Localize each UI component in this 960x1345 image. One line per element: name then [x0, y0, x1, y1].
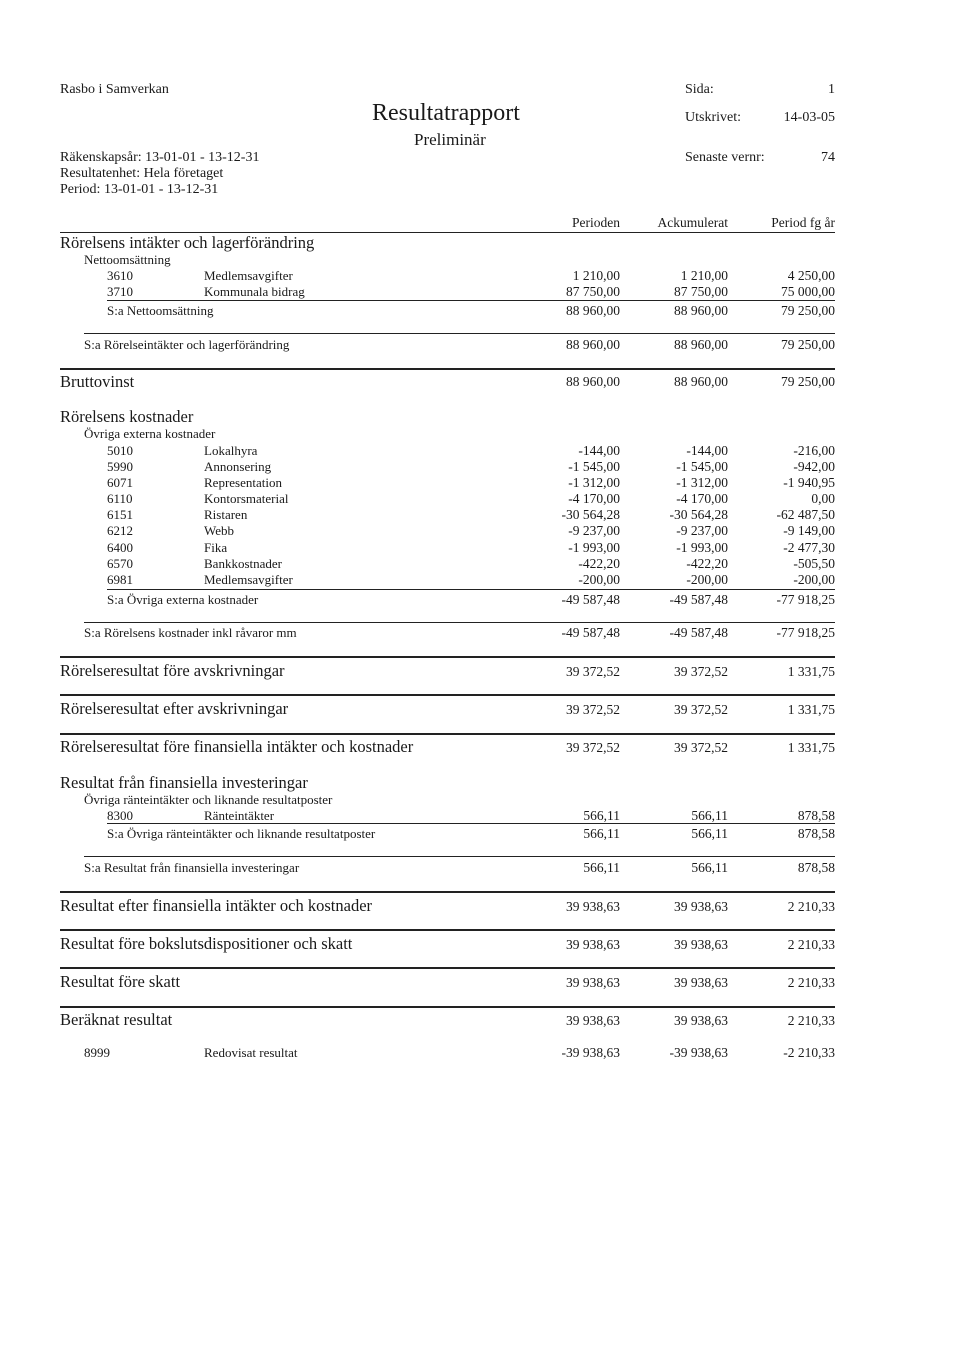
- amount-accumulated: -1 545,00: [676, 459, 728, 474]
- total-period: 39 372,52: [566, 664, 620, 679]
- sum-accumulated: 88 960,00: [674, 303, 728, 318]
- total-period: 39 372,52: [566, 702, 620, 717]
- sum-label: S:a Resultat från finansiella investeringar: [84, 860, 300, 875]
- total-prev-year: 1 331,75: [787, 740, 835, 755]
- account-name: Redovisat resultat: [204, 1045, 298, 1060]
- amount-accumulated: -1 312,00: [676, 475, 728, 490]
- account-name: Medlemsavgifter: [204, 572, 293, 587]
- amount-prev-year: -2 477,30: [783, 540, 835, 555]
- account-code: 6981: [107, 572, 133, 587]
- account-name: Kontorsmaterial: [204, 491, 289, 506]
- sum-rule: [84, 622, 835, 623]
- total-prev-year: 2 210,33: [787, 975, 835, 990]
- total-accumulated: 88 960,00: [674, 374, 728, 389]
- amount-prev-year: 4 250,00: [787, 268, 835, 283]
- total-period: 39 938,63: [566, 899, 620, 914]
- account-name: Medlemsavgifter: [204, 268, 293, 283]
- account-name: Annonsering: [204, 459, 272, 474]
- amount-prev-year: -1 940,95: [783, 475, 835, 490]
- amount-prev-year: -200,00: [793, 572, 835, 587]
- total-rule: [60, 891, 835, 893]
- amount-accumulated: -422,20: [686, 556, 728, 571]
- account-code: 5010: [107, 443, 133, 458]
- page-number: 1: [828, 82, 835, 97]
- account-name: Ränteintäkter: [204, 808, 275, 823]
- sum-label: S:a Nettoomsättning: [107, 303, 214, 318]
- result-unit: Resultatenhet: Hela företaget: [60, 166, 224, 181]
- sum-rule: [107, 300, 835, 301]
- amount-period: 1 210,00: [572, 268, 620, 283]
- amount-period: -1 545,00: [568, 459, 620, 474]
- amount-period: -1 993,00: [568, 540, 620, 555]
- sum-period: -49 587,48: [561, 625, 620, 640]
- amount-period: -4 170,00: [568, 491, 620, 506]
- total-label: Rörelseresultat före avskrivningar: [60, 661, 285, 680]
- amount-accumulated: -4 170,00: [676, 491, 728, 506]
- printed-date: 14-03-05: [783, 110, 835, 125]
- account-code: 6400: [107, 540, 133, 555]
- sum-prev-year: 79 250,00: [781, 303, 835, 318]
- column-header-period: Perioden: [572, 215, 620, 230]
- amount-period: -144,00: [578, 443, 620, 458]
- amount-prev-year: -942,00: [793, 459, 835, 474]
- amount-period: -422,20: [578, 556, 620, 571]
- sum-label: S:a Rörelsens kostnader inkl råvaror mm: [84, 625, 297, 640]
- column-header-accumulated: Ackumulerat: [657, 215, 728, 230]
- total-rule: [60, 694, 835, 696]
- total-rule: [60, 1006, 835, 1008]
- vernr-label: Senaste vernr:: [685, 150, 765, 165]
- vernr-value: 74: [821, 150, 835, 165]
- sum-prev-year: -77 918,25: [776, 592, 835, 607]
- sum-prev-year: 79 250,00: [781, 337, 835, 352]
- sum-rule: [107, 589, 835, 590]
- account-code: 6570: [107, 556, 133, 571]
- sum-accumulated: -49 587,48: [669, 592, 728, 607]
- section-title-costs: Rörelsens kostnader: [60, 407, 194, 426]
- total-period: 39 938,63: [566, 1013, 620, 1028]
- total-rule: [60, 733, 835, 735]
- amount-prev-year: 75 000,00: [781, 284, 835, 299]
- sum-prev-year: 878,58: [797, 826, 835, 841]
- total-accumulated: 39 938,63: [674, 899, 728, 914]
- section-title-revenue: Rörelsens intäkter och lagerförändring: [60, 233, 315, 252]
- account-name: Representation: [204, 475, 282, 490]
- sum-prev-year: -77 918,25: [776, 625, 835, 640]
- amount-prev-year: -2 210,33: [783, 1045, 835, 1060]
- total-label: Resultat efter finansiella intäkter och kostnader: [60, 896, 373, 915]
- subsection-title-external-costs: Övriga externa kostnader: [84, 426, 216, 441]
- account-code: 6071: [107, 475, 133, 490]
- sum-rule: [107, 823, 835, 824]
- report-title: Resultatrapport: [372, 100, 520, 126]
- sum-period: 88 960,00: [566, 337, 620, 352]
- amount-accumulated: 87 750,00: [674, 284, 728, 299]
- sum-period: 88 960,00: [566, 303, 620, 318]
- amount-period: -200,00: [578, 572, 620, 587]
- account-name: Bankkostnader: [204, 556, 282, 571]
- sum-period: 566,11: [583, 826, 620, 841]
- total-prev-year: 1 331,75: [787, 664, 835, 679]
- total-accumulated: 39 372,52: [674, 702, 728, 717]
- total-label: Beräknat resultat: [60, 1010, 173, 1029]
- total-period: 39 938,63: [566, 937, 620, 952]
- amount-prev-year: 878,58: [797, 808, 835, 823]
- amount-accumulated: -200,00: [686, 572, 728, 587]
- fiscal-year: Räkenskapsår: 13-01-01 - 13-12-31: [60, 150, 260, 165]
- report-subtitle: Preliminär: [414, 130, 486, 149]
- total-accumulated: 39 938,63: [674, 975, 728, 990]
- total-accumulated: 39 938,63: [674, 937, 728, 952]
- amount-prev-year: 0,00: [811, 491, 835, 506]
- amount-period: -9 237,00: [568, 523, 620, 538]
- total-rule: [60, 967, 835, 969]
- account-code: 6110: [107, 491, 133, 506]
- account-code: 3710: [107, 284, 133, 299]
- total-rule: [60, 929, 835, 931]
- total-prev-year: 79 250,00: [781, 374, 835, 389]
- amount-accumulated: -1 993,00: [676, 540, 728, 555]
- account-code: 6151: [107, 507, 133, 522]
- amount-accumulated: -144,00: [686, 443, 728, 458]
- amount-accumulated: -30 564,28: [669, 507, 728, 522]
- sum-rule: [84, 333, 835, 334]
- total-period: 39 372,52: [566, 740, 620, 755]
- total-period: 88 960,00: [566, 374, 620, 389]
- subsection-title-interest: Övriga ränteintäkter och liknande resultatposter: [84, 792, 333, 807]
- total-accumulated: 39 372,52: [674, 740, 728, 755]
- account-name: Webb: [204, 523, 234, 538]
- column-header-prev-year: Period fg år: [771, 215, 835, 230]
- account-code: 8300: [107, 808, 133, 823]
- amount-accumulated: 1 210,00: [680, 268, 728, 283]
- sum-accumulated: 88 960,00: [674, 337, 728, 352]
- subsection-title-net-sales: Nettoomsättning: [84, 252, 171, 267]
- amount-accumulated: -9 237,00: [676, 523, 728, 538]
- total-rule: [60, 656, 835, 658]
- sum-accumulated: 566,11: [691, 826, 728, 841]
- sum-period: -49 587,48: [561, 592, 620, 607]
- company-name: Rasbo i Samverkan: [60, 82, 169, 97]
- sum-label: S:a Övriga ränteintäkter och liknande resultatposter: [107, 826, 376, 841]
- amount-accumulated: -39 938,63: [669, 1045, 728, 1060]
- amount-period: -30 564,28: [561, 507, 620, 522]
- amount-prev-year: -9 149,00: [783, 523, 835, 538]
- amount-prev-year: -216,00: [793, 443, 835, 458]
- total-period: 39 938,63: [566, 975, 620, 990]
- total-label: Rörelseresultat före finansiella intäkter och kostnader: [60, 737, 414, 756]
- total-prev-year: 1 331,75: [787, 702, 835, 717]
- total-prev-year: 2 210,33: [787, 899, 835, 914]
- total-prev-year: 2 210,33: [787, 1013, 835, 1028]
- page-label: Sida:: [685, 82, 714, 97]
- account-code: 6212: [107, 523, 133, 538]
- sum-prev-year: 878,58: [797, 860, 835, 875]
- account-name: Kommunala bidrag: [204, 284, 305, 299]
- account-name: Ristaren: [204, 507, 248, 522]
- amount-period: -39 938,63: [561, 1045, 620, 1060]
- total-rule: [60, 368, 835, 370]
- amount-period: 87 750,00: [566, 284, 620, 299]
- total-label: Bruttovinst: [60, 372, 135, 391]
- sum-accumulated: 566,11: [691, 860, 728, 875]
- total-label: Resultat före skatt: [60, 972, 181, 991]
- amount-period: -1 312,00: [568, 475, 620, 490]
- section-title-financial: Resultat från finansiella investeringar: [60, 773, 308, 792]
- account-name: Fika: [204, 540, 228, 555]
- account-name: Lokalhyra: [204, 443, 258, 458]
- sum-period: 566,11: [583, 860, 620, 875]
- report-period: Period: 13-01-01 - 13-12-31: [60, 182, 219, 197]
- total-prev-year: 2 210,33: [787, 937, 835, 952]
- account-code: 5990: [107, 459, 133, 474]
- total-label: Resultat före bokslutsdispositioner och skatt: [60, 934, 353, 953]
- sum-label: S:a Rörelseintäkter och lagerförändring: [84, 337, 290, 352]
- account-code: 3610: [107, 268, 133, 283]
- amount-prev-year: -505,50: [793, 556, 835, 571]
- total-accumulated: 39 372,52: [674, 664, 728, 679]
- amount-period: 566,11: [583, 808, 620, 823]
- sum-label: S:a Övriga externa kostnader: [107, 592, 259, 607]
- amount-prev-year: -62 487,50: [776, 507, 835, 522]
- sum-accumulated: -49 587,48: [669, 625, 728, 640]
- total-label: Rörelseresultat efter avskrivningar: [60, 699, 289, 718]
- account-code: 8999: [84, 1045, 110, 1060]
- printed-label: Utskrivet:: [685, 110, 741, 125]
- sum-rule: [84, 856, 835, 857]
- amount-accumulated: 566,11: [691, 808, 728, 823]
- total-accumulated: 39 938,63: [674, 1013, 728, 1028]
